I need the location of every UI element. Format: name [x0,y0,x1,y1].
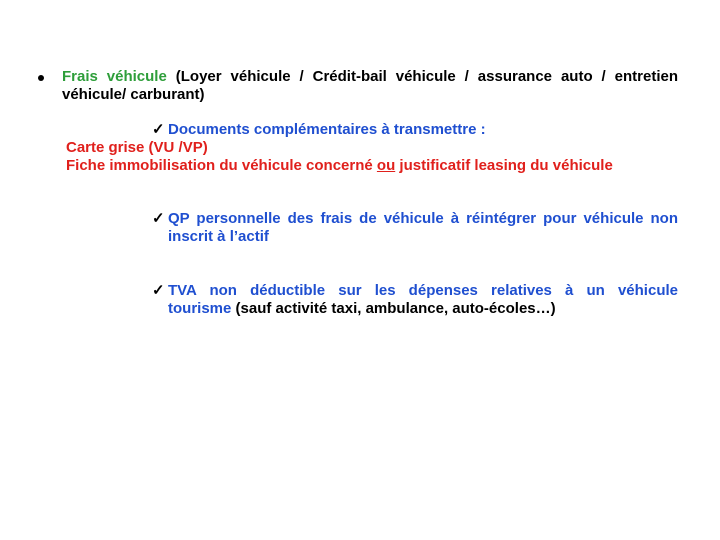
tva-tourisme: tourisme [168,300,232,317]
bullet-icon [38,75,44,81]
checkmark-icon: ✓ [152,282,165,299]
frais-vehicule-title: Frais véhicule [62,68,167,85]
fiche-part1: Fiche immobilisation du véhicule concerné [66,157,377,174]
fiche-ou: ou [376,157,396,174]
checkmark-icon: ✓ [152,121,165,138]
documents-heading [152,121,486,139]
tva-exceptions: (sauf activité taxi, ambulance, auto-écoles…) [231,300,556,317]
carte-grise-line: Carte grise (VU /VP) [66,139,208,156]
tva-line1: TVA non déductible sur les dépenses relatives à un véhicule [168,282,678,299]
item-frais-vehicule-line1 [62,68,678,86]
fiche-part2: justificatif leasing du véhicule [395,157,613,174]
documents-heading-text: Documents complémentaires à transmettre : [168,121,486,138]
fiche-immobilisation-line [66,157,613,175]
frais-vehicule-details: (Loyer véhicule / Crédit-bail véhicule / assurance auto / entretien [175,68,678,85]
qp-personnelle-line2: inscrit à l’actif [168,228,269,245]
checkmark-icon: ✓ [152,210,165,227]
qp-personnelle-line1: QP personnelle des frais de véhicule à réintégrer pour véhicule non [168,210,678,227]
item-frais-vehicule-line2: véhicule/ carburant) [62,86,205,103]
tva-line2 [168,300,556,318]
